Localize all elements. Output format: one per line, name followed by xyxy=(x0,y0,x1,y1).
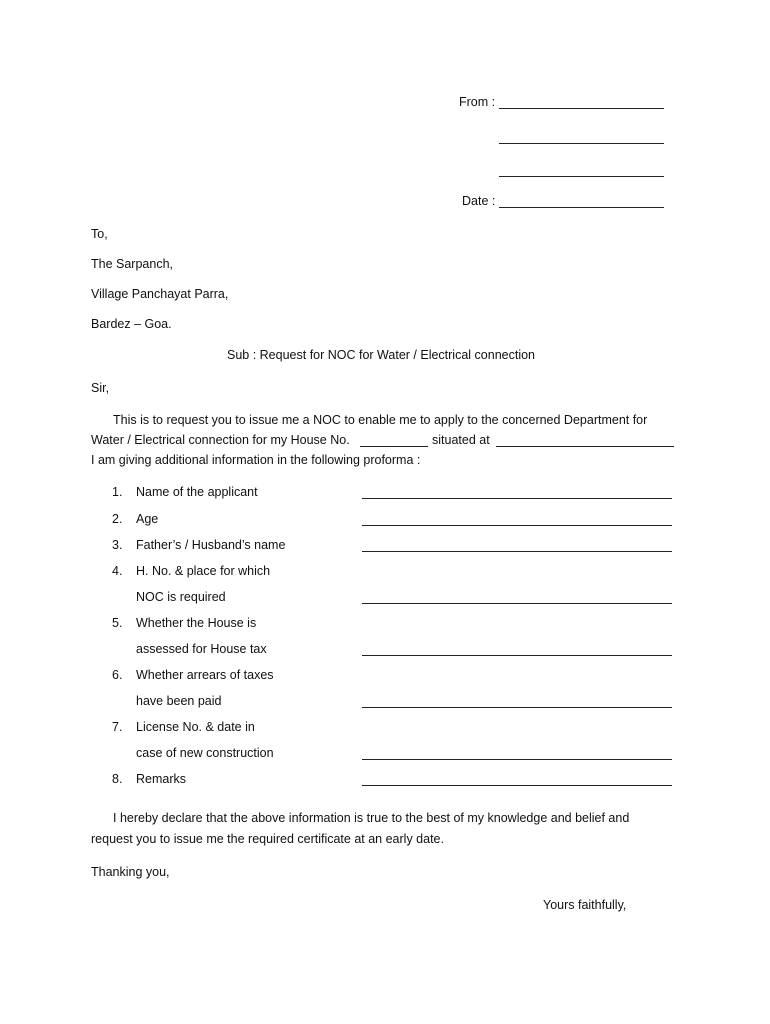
recipient-line-2: Village Panchayat Parra, xyxy=(91,287,229,301)
house-place-line[interactable] xyxy=(362,603,672,604)
subject-line: Sub : Request for NOC for Water / Electrical connection xyxy=(227,348,535,362)
intro-line-3: I am giving additional information in the following proforma : xyxy=(91,453,421,467)
age-line[interactable] xyxy=(362,525,672,526)
intro-line-2b: situated at xyxy=(432,433,490,447)
item-label: Name of the applicant xyxy=(136,485,258,499)
from-label: From : xyxy=(459,95,496,109)
recipient-line-3: Bardez – Goa. xyxy=(91,317,172,331)
item-label: Whether arrears of taxes xyxy=(136,668,274,682)
father-husband-name-line[interactable] xyxy=(362,551,672,552)
item-label: Father’s / Husband’s name xyxy=(136,538,286,552)
thanking-you: Thanking you, xyxy=(91,865,170,879)
item-number: 5. xyxy=(112,616,123,630)
situated-at-line[interactable] xyxy=(496,446,674,447)
item-label: H. No. & place for which xyxy=(136,564,271,578)
intro-line-1: This is to request you to issue me a NOC to enable me to apply to the concerned Department for xyxy=(113,413,648,427)
item-label-cont: NOC is required xyxy=(136,590,226,604)
item-number: 2. xyxy=(112,512,123,526)
yours-faithfully: Yours faithfully, xyxy=(543,898,627,912)
applicant-name-line[interactable] xyxy=(362,498,672,499)
from-line-3[interactable] xyxy=(499,176,664,177)
house-tax-line[interactable] xyxy=(362,655,672,656)
item-number: 4. xyxy=(112,564,123,578)
item-number: 1. xyxy=(112,485,123,499)
item-label: Remarks xyxy=(136,772,187,786)
item-number: 3. xyxy=(112,538,123,552)
item-label: Age xyxy=(136,512,159,526)
declaration-line-1: I hereby declare that the above information is true to the best of my knowledge and belief and xyxy=(113,811,630,825)
intro-line-2a: Water / Electrical connection for my House No. xyxy=(91,433,350,447)
item-label-cont: case of new construction xyxy=(136,746,274,760)
to-label: To, xyxy=(91,227,108,241)
remarks-line[interactable] xyxy=(362,785,672,786)
item-label-cont: have been paid xyxy=(136,694,222,708)
from-line-2[interactable] xyxy=(499,143,664,144)
item-number: 7. xyxy=(112,720,123,734)
from-line-1[interactable] xyxy=(499,108,664,109)
item-label: Whether the House is xyxy=(136,616,257,630)
house-number-line[interactable] xyxy=(360,446,428,447)
recipient-line-1: The Sarpanch, xyxy=(91,257,173,271)
declaration-line-2: request you to issue me the required certificate at an early date. xyxy=(91,832,444,846)
date-line[interactable] xyxy=(499,207,664,208)
item-number: 8. xyxy=(112,772,123,786)
item-label-cont: assessed for House tax xyxy=(136,642,267,656)
arrears-line[interactable] xyxy=(362,707,672,708)
salutation: Sir, xyxy=(91,381,110,395)
item-number: 6. xyxy=(112,668,123,682)
date-label: Date : xyxy=(462,194,496,208)
license-line[interactable] xyxy=(362,759,672,760)
item-label: License No. & date in xyxy=(136,720,255,734)
